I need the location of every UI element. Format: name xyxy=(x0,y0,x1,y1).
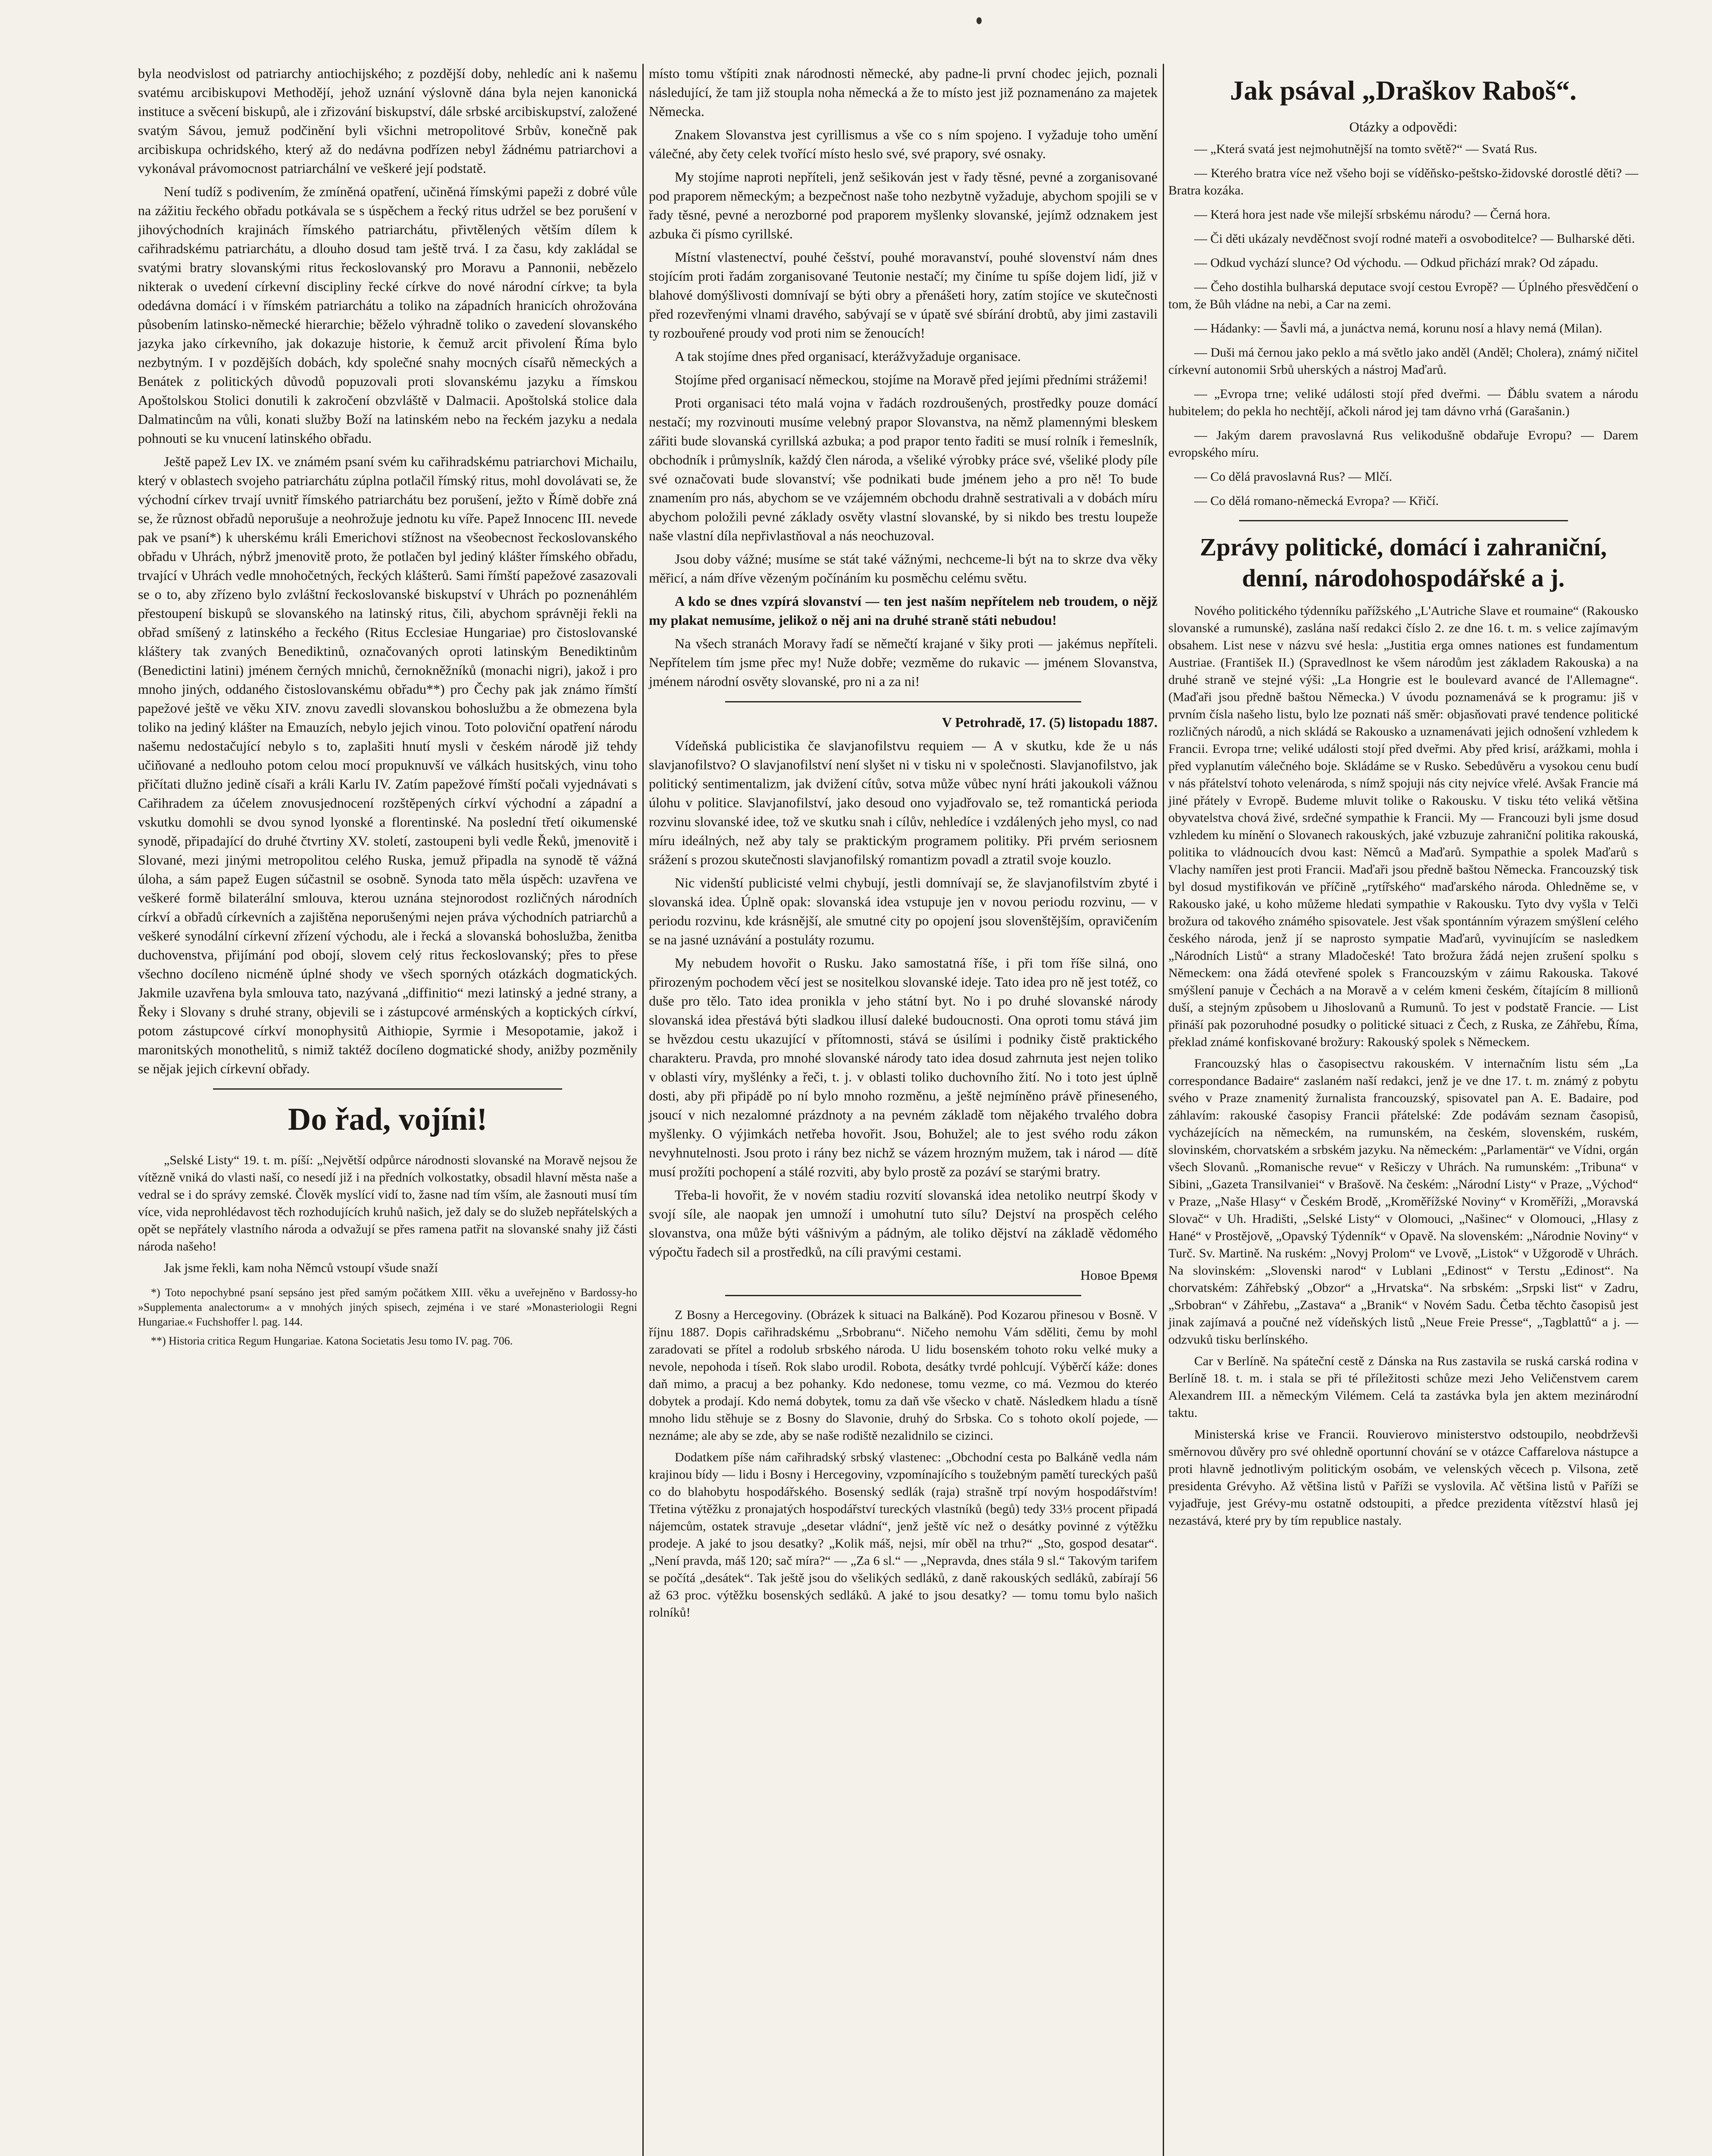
column-right xyxy=(1168,64,1638,2156)
body-paragraph: byla neodvislost od patriarchy antiochijského; z pozdější doby, nehledíc ani k našemu svatému arcibiskupovi Methodějí, jehož uznání výslovně dána byla nejen kanonická instituce a svěcení biskupů, ale i zřizování biskupství, dále srbské arcibiskupství, založené svatým Sávou, jemuž podčinění byli všichni metropolitové Srbův, konečně pak arcibiskupa ochridského, který až do nedávna podřízen nebyl žádnému patriarchovi a vykonával právomocnost patriarchální ve veškeré její podstatě. xyxy=(138,66,637,176)
column-middle xyxy=(649,64,1158,2156)
section-heading: Zprávy politické, domácí i zahraniční, denní, národohospodářské a j. xyxy=(1199,533,1607,592)
body-paragraph: Jsou doby vážné; musíme se stát také vážnými, nechceme-li být na to skrze dva věky měřicí, a nám dříve vězeným počínáním ku posměchu celému světu. xyxy=(649,551,1158,586)
body-paragraph: Jak jsme řekli, kam noha Němců vstoupí všude snaží xyxy=(164,1261,438,1275)
body-paragraph: Místní vlastenectví, pouhé češství, pouhé moravanství, pouhé slovenství nám dnes stojícím proti řadám zorganisované Teutonie nestačí; my činíme tu spíše dojem lidí, již v blahové domýšlivosti domnívají se býti obry a přenášeti hory, zatím stojíce ve skutečnosti před rozevřenými vlnami dravého, sabývají se v úpatě své sbírání drobtů, aby jimi zastavili ty rozbouřené proudy vod proti nim se ženoucích! xyxy=(649,249,1158,341)
subheading: Otázky a odpovědi: xyxy=(1349,119,1458,135)
body-paragraph: Dodatkem píše nám cařihradský srbský vlastenec: „Obchodní cesta po Balkáně vedla nám krajinou bídy — lidu i Bosny i Hercegoviny, vzpomínajícího s toužebným pamětí tureckých pašů co do blahobytu hospodářského. Bosenský sedlák (raja) strašně trpí novým hospodářstvím! Třetina výtěžku z pronajatých hospodářství tureckých vlastníků (begů) tedy 33⅓ procent připadá nájemcům, ostatek stravuje „desetar vládní“, jenž ještě víc než o desátky povinné z výtěžku prodeje. A jaké to jsou desatky? „Kolik máš, nejsi, mír oběl na trhu?“ „Sto, gospod desatar“. „Není pravda, máš 120; sač míra?“ — „Za 6 sl.“ — „Nepravda, dnes stála 9 sl.“ Takovým tarifem se počítá „desátek“. Tak ještě jsou do všelikých sedláků, z daně rakouských sedláků, zabírají 56 až 63 proc. výtěžku bosenských sedláků. A jaké to jsou desatky? — tomu tomu bylo našich rolníků! xyxy=(649,1450,1158,1620)
divider xyxy=(213,1088,563,1090)
body-paragraph: Vídeňská publicistika če slavjanofilstvu requiem — A v skutku, kde že u nás slavjanofilstvo? O slavjanofilství není slyšet ni v tisku ni v společnosti. Slavjanofilstvo, jak politický sentimentalizm, jak dvižení cítův, sotva může vůbec nyní hráti jakoukoli vážnou úlohu v politice. Slavjanofilství, jako desoud ono vyjadřovalo se, tež romantická perioda rozvinu slovanské idee, tož ve skutku snah i cílův, nehledíce i vzdálených jeho mysl, co nad míru ideálných, než aby taly se praktickým programem politiky. Při prvém seriosnem srážení s prozou skutečnosti slavjanofilský romantizm povadl a ztratil svoje kouzlo. xyxy=(649,738,1158,867)
qa-item: — Co dělá pravoslavná Rus? — Mlčí. xyxy=(1194,470,1393,484)
footnotes xyxy=(138,1285,637,1348)
qa-item: — Odkud vychází slunce? Od východu. — Odkud přichází mrak? Od západu. xyxy=(1194,256,1599,270)
dateline: V Petrohradě, 17. (5) listopadu 1887. xyxy=(942,714,1158,730)
qa-item: — „Která svatá jest nejmohutnější na tomto světě?“ — Svatá Rus. xyxy=(1194,142,1537,156)
body-paragraph: místo tomu vštípiti znak národnosti německé, aby padne-li první chodec jejich, poznali následující, že tam již stoupla noha německá a že to místo jest již poznamenáno za majetek Německa. xyxy=(649,66,1158,119)
source-signature: Новое Время xyxy=(1080,1267,1158,1283)
column-left xyxy=(138,64,637,2156)
body-paragraph: Ministerská krise ve Francii. Rouvierovo ministerstvo odstoupilo, neobdrževši směrnovou důvěry pro své ohledně oportunní chování se v otázce Caffarelova nástupce a proti hlavně jednotlivým politickým osobám, ve velenských věcech p. Vilsona, zetě presidenta Grévyho. Až většina listů v Paříži se vyslovila. Ač většina listů v Paříži se vyjadřuje, jest Grévy-mu ostatně odstoupiti, a předce prezidenta vítězství hlasů jej nezastává, které pry by tím republice nastaly. xyxy=(1168,1427,1638,1528)
body-paragraph: Nic videnští publicisté velmi chybují, jestli domnívají se, že slavjanofilstvím zbyté i slovanská idea. Úplně opak: slovanská idea vstupuje jen v novou periodu rozvinu, — v periodu rozvinu, kde krásnější, ale smutné city po opojení jsou slovenštějším, opravičením se na jasné uznávání a postuláty rozumu. xyxy=(649,875,1158,947)
qa-item: — „Evropa trne; veliké události stojí před dveřmi. — Ďáblu svatem a národu hubitelem; do pekla ho nechtějí, ačkoli národ jej tam dávno vrhá (Garašanin.) xyxy=(1168,387,1638,418)
qa-item: — Hádanky: — Šavli má, a junáctva nemá, korunu nosí a hlavy nemá (Milan). xyxy=(1194,321,1602,335)
footnote: **) Historia critica Regum Hungariae. Katona Societatis Jesu tomo IV. pag. 706. xyxy=(151,1335,513,1347)
qa-item: — Čeho dostihla bulharská deputace svojí cestou Evropě? — Úplného přesvědčení o tom, že Bůh vládne na nebi, a Car na zemi. xyxy=(1168,280,1638,311)
article-heading: Do řad, vojíni! xyxy=(288,1102,488,1137)
section-heading: Jak psával „Draškov Raboš“. xyxy=(1230,75,1577,106)
body-paragraph: Francouzský hlas o časopisectvu rakouském. V internačním listu sém „La correspondance Badaire“ zaslaném naší redakci, jenž je ve dne 17. t. m. známý z pobytu svého v Praze znamenitý žurnalista francouzský, spisovatel pan A. E. Badaire, pod záhlavím: rakouské časopisy Francii přátelské: Zde podávám seznam časopisů, vycházejících na německém, na rumunském, na českém, slovenském, ruském, slovinském, chorvatském a srbském jazyku. Na německém: „Parlamentär“ ve Vídni, orgán všech Slovanů. „Romanische revue“ v Rešiczy v Uhrách. Na rumunském: „Tribuna“ v Sibini, „Gazeta Transilvaniei“ v Brašově. Na českém: „Národní Listy“ v Praze, „Východ“ v Praze, „Naše Hlasy“ v Českém Brodě, „Kroměřížské Noviny“ v Kroměříži, „Moravská Slovač“ v Uh. Hradišti, „Selské Listy“ v Olomouci, „Našinec“ v Olomouci, „Hlasy z Hané“ v Prostějově, „Opavský Týdenník“ v Opavě. Na slovenském: „Národnie Noviny“ v Turč. Sv. Martině. Na ruském: „Novyj Prolom“ ve Lvově, „Listok“ v Užgorodě v Uhrách. Na slovinském: „Slovenski narod“ v Lublani „Edinost“ v Terstu „Edinost“. Na chorvatském: Záhřebský „Obzor“ a „Hrvatska“. Na srbském: „Srpski list“ v Zadru, „Srbobran“ v Záhřebu, „Zastava“ a „Branik“ v Novém Sadu. Četba těchto časopisů jest jinak zajímavá a poučné než vídeňských listů „Neue Freie Presse“, „Tagblattů“ a j. — odzvuků tisku berlínského. xyxy=(1168,1056,1638,1347)
divider xyxy=(1239,520,1568,521)
body-paragraph: Proti organisaci této malá vojna v řadách rozdroušených, prostředky pouze domácí nestačí; my rozvinouti musíme velebný prapor Slovanstva, na němž plamennými bleskem zářiti bude slovanská cyrillská azbuka; a pod prapor tento řaditi se musí rolník i řemeslník, obchodník i průmyslník, každý člen národa, a všeliké výrobky práce své, všeliké plody píle své označovati bude slovanství; vše podnikati bude jménem jeho a pro ně! To bude znamením pro nás, abychom se ve vzájemném obchodu drahně sestrativali a v dobách míru abychom položili pevné základy osvěty vlastní slovanské, by si nikdo bes trestu loupeže naše vlastní díla nepřivlastňoval a nás neochuzoval. xyxy=(649,395,1158,543)
body-paragraph: My nebudem hovořit o Rusku. Jako samostatná říše, i při tom říše silná, ono přirozeným pochodem věcí jest se nositelkou slovanské ideje. Tato idea pro ně jest totéž, co duše pro tělo. Tato idea pronikla v jeho státní byt. No i po druhé slovanské národy slovanská idea přestává býti sladkou illusí daleké budoucnosti. Ona oproti tomu stává jim se hvězdou cestu ukazující v přítomnosti, stává se úsilími i podniky čistě praktického charakteru. Pravda, pro mnohé slovanské národy tato idea dosud zahrnuta jest nejen toliko v oblasti víry, myšlénky a řeči, t. j. v oblasti toliko duchovního žití. No i toto jest úplně dosti, aby při připádě po ní bylo mnoho rozměnu, a ještě nejmíněno právě přineseného, jsoucí v nich nezalomné prázdnoty a na pevném základě tom nějakého trvalého dobra myšlenky. O výjimkách netřeba hovořit. Jsou, Bohužel; ale to jest svého rodu zákon nevyhnutelnosti. Jsou proto i rány bez nichž se vázem hrozným mužem, tak i národ — dítě musí prožíti pochopení a stálé rozviti, aby bylo prostě za pozáví se starými bratry. xyxy=(649,955,1158,1179)
body-paragraph: Na všech stranách Moravy řadí se němečtí krajané v šiky proti — jakémus nepříteli. Nepřítelem tím jsme přec my! Nuže dobře; vezměme do rukavic — jménem Slovanstva, jménem národní osvěty slovanské, pro ni a za ni! xyxy=(649,636,1158,689)
body-paragraph: A kdo se dnes vzpírá slovanství — ten jest naším nepřítelem neb troudem, o nějž my plakat nemusíme, jelikož o něj ani na druhé straně státi nebudou! xyxy=(649,593,1158,628)
body-paragraph: Třeba-li hovořit, že v novém stadiu rozvití slovanská idea netoliko neutrpí škody v svojí síle, ale naopak jen umnoží i umohutní tuto sílu? Dejství na prospěch celého slovanstva, ona může býti vášnivým a pádným, ale toliko dějství na základě vědomého výpočtu řadech sil a prostředků, na cíli pravými cestami. xyxy=(649,1187,1158,1260)
qa-item: — Co dělá romano-německá Evropa? — Křičí. xyxy=(1194,494,1439,508)
column-rule xyxy=(1163,64,1164,2156)
body-paragraph: Znakem Slovanstva jest cyrillismus a vše co s ním spojeno. I vyžaduje toho umění válečné, aby čety celek tvořící místo heslo své, své prapory, své osnaky. xyxy=(649,127,1158,161)
qa-item: — Kterého bratra více než všeho boji se víděňsko-peštsko-židovské dorostlé děti? — Bratra kozáka. xyxy=(1168,166,1638,197)
column-rule xyxy=(642,64,644,2156)
qa-list xyxy=(1168,141,1638,510)
qa-item: — Duši má černou jako peklo a má světlo jako anděl (Anděl; Cholera), známý ničitel církevní autonomii Srbů uherských a nástroj Maďarů. xyxy=(1168,345,1638,377)
qa-item: — Jakým darem pravoslavná Rus velikodušně obdařuje Evropu? — Darem evropského míru. xyxy=(1168,428,1638,460)
body-paragraph: „Selské Listy“ 19. t. m. píší: „Největší odpůrce národnosti slovanské na Moravě nejsou že vítězně vniká do vlasti naší, co nesedí již i na předních volkostatky, obsadil hlavní města naše a vedral se i do správy zemské. Člověk myslící vidí to, žasne nad tím vším, ale žasnouti musí tím více, vida neprohlédavost těch rozhodujících kruhů našich, jež daly se do služeb nepřátelských a opět se nepřátely vlastního národa a odvažují se přes ramena patřit na slovanské snahy již části národa našeho! xyxy=(138,1153,637,1253)
body-paragraph: A tak stojíme dnes před organisací, kterážvyžaduje organisace. xyxy=(675,348,1021,364)
body-paragraph: Car v Berlíně. Na spáteční cestě z Dánska na Rus zastavila se ruská carská rodina v Berlíně 18. t. m. i stala se při té příležitosti schůze mezi Jeho Veličenstvem carem Alexandrem III. a německým Vilémem. Celá ta zastávka byla jen aktem mezinárodní taktu. xyxy=(1168,1354,1638,1420)
ink-speck xyxy=(976,17,982,24)
divider xyxy=(725,1295,1081,1296)
qa-item: — Či děti ukázaly nevděčnost svojí rodné mateři a osvoboditelce? — Bulharské děti. xyxy=(1194,232,1635,246)
body-paragraph: My stojíme naproti nepříteli, jenž sešikován jest v řady těsné, pevné a zorganisované pod praporem německým; a bezpečnost naše toho nezbytně vyžaduje, abychom spojili se v řady těsné, pevné a nerozborné pod praporem myšlenky slovanské, jejímž odznakem jest azbuka či písmo cyrillské. xyxy=(649,169,1158,241)
body-paragraph: Ještě papež Lev IX. ve známém psaní svém ku cařihradskému patriarchovi Michailu, který v oblastech svojeho patriarchátu zúplna potlačil římský ritus, mohl dovolávati se, že východní církev trvají uvnitř římského patriarchátu bez porušení, ježto v Římě dobře zná se, že různost obřadů neporušuje a neohrožuje jednotu ku víře. Papež Innocenc III. nevede pak ve psaní*) k uherskému králi Emerichovi stížnost na všeobecnost řeckoslovanského obřadu v Uhrách, nýbrž jmenovitě proto, že potlačen byl jediný klášter římského obřadu, trvající v Uhrách vedle mnohočetných, řeckých klášterů. Sami římští papežové zasazovali se o to, aby zřízeno bylo zvláštní řeckoslovanské biskupství v Uhrách po poznenáhlém přestoupení biskupů se slovanského na latinský ritus, čili, abychom správněji řekli na obřad smíšený z latinského a řeckého (Ritus Ecclesiae Hungariae) pro čistoslovanské kláštery tak zvaných Benediktinů, označovaných oproti latinským Benediktinům (Benedictini latini) jménem černých mnichů, černokněžníků (monachi nigri), jakož i pro mnoho jiných, oddaného čistoslovanskému obřadu**) pro Čechy pak jak známo římští papežové ještě ve věku XIV. znovu zavedli slovanskou bohoslužbu a že obmezena byla toliko na jediný klášter na Emauzích, nebylo jejich vinou. Toto poloviční opatření národu našemu nedostačující nebylo s to, zaplašiti hnutí mysli v českém národě již tehdy učiňované a nedlouho potom celou mocí propuknuvší ve válkách husitských, vinu toho přičítati dlužno jedině císaři a králi Karlu IV. Zatím papežové římští počali vyjednávati s Cařihradem za účelem znovusjednocení rozštěpených církví východní a západní a vskutku domohli se dvou synod lyonské a florentinské. Na poslední třetí oikumenské synodě, připadající do druhé čtvrtiny XV. století, zastoupeni byli vedle Řeků, jmenovitě i Slované, mezi jinými metropolitou celého Ruska, jemuž připadla na synodě tě vážná úloha, a sám papež Eugen súčastnil se osobně. Synoda tato měla úspěch: uzavřena ve veškeré formě bilaterální smlouva, kterou uznána stejnorodost rozličných národních církví a obřadů církevních a zajištěna neporušenými nejen práva východních patriarchů a veškeré synodální církevní zřízení východu, ale i řecká a slovanská bohoslužba, ženitba duchovenstva, přijímání pod obojí, slovem celý ritus řeckoslovanský; přes to přese všechno docíleno nicméně úplné shody ve všech sporných otázkách dogmatických. Jakmile uzavřena byla smlouva tato, nazývaná „diffinitio“ mezi latinský a jedné strany, a Řeky i Slovany s druhé strany, objevili se i zástupcové arménských a koptických církví, potom zástupcové církví monophysitů Aithiopie, Syrmie i Mesopotamie, jakož i maronitských monothelitů, s nimiž taktéž docíleno dogmatické shody, anižby pozměnily se nějak jejich církevní obřady. xyxy=(138,454,637,1076)
body-paragraph: Z Bosny a Hercegoviny. (Obrázek k situaci na Balkáně). Pod Kozarou přinesou v Bosně. V říjnu 1887. Dopis cařihradskému „Srbobranu“. Ničeho nemohu Vám sděliti, čemu by mohl zaradovati se přítel a rodolub srbského národa. U lidu bosenském tohoto roku velké muky a nevole, nepohoda i tíseň. Rok slabo urodil. Robota, desátky tvrdé pohlcují. Výběrčí káže: dones daň mimo, a pracuj a bez pohanky. Kdo nedonese, tomu vezme, co má. Vezmou do kteréo dobytek a prodají. Kdo nemá dobytek, tomu za daň vše všecko v chatě. Následkem hladu a tísně mnoho lidu stěhuje se z Bosny do Slavonie, druhý do Srbska. Co s tohoto okolí pojede, — neznáme; ale aby se zde, aby se naše rodiště nezalidnilo se cizinci. xyxy=(649,1308,1158,1443)
body-paragraph: Stojíme před organisací německou, stojíme na Moravě před jejími předními strážemi! xyxy=(675,372,1148,387)
body-paragraph: Není tudíž s podivením, že zmíněná opatření, učiněná římskými papeži z dobré vůle na zážitiu řeckého obřadu potkávala se s úspěchem a řecký ritus udržel se bez porušení v jihovýchodních krajinách římského patriarchátu, přivtělených větším dílem k cařihradskému patriarchátu, a dlouho dosud tam ještě trvá. I za času, kdy zakládal se svatými bratry slovanskými ritus řeckoslovanský pro Moravu a Pannonii, nebězelo nikterak o uvedení církevní discipliny řecké církve do nové národní církve; ta byla odedávna domácí i v římském patriarchátu a toliko na západních hranicích ohrožována působením latinsko-německé hierarchie; běželo výhradně toliko o zavedení slovanského jazyka jako církevního, jak dokazuje historie, k čemuž arcit přivolení Říma bylo nezbytným. I v pozdějších dobách, kdy společné snahy mocných císařů německých a Benátek z politických důvodů popuzovali proti slovanskému jazyku a římskou Apoštolskou Stolici donutili k zakročení obzvláště v Dalmacii. Apoštolská stolice dala Dalmatincům na vůli, konati služby Boží na latinském nebo na řeckém jazyku a nedala pohnouti se ku vnucení latinského obřadu. xyxy=(138,184,637,446)
qa-item: — Která hora jest nade vše milejší srbskému národu? — Černá hora. xyxy=(1194,207,1551,222)
body-paragraph: Nového politického týdenníku pařížského „L'Autriche Slave et roumaine“ (Rakousko slovanské a rumunské), zaslána naší redakci číslo 2. ze dne 16. t. m. s velice zajímavým obsahem. List nese v názvu své hesla: „Justitia erga omnes nationes est fundamentum Austriae. (František II.) (Spravedlnost ke všem národům jest základem Rakouska) a na druhé straně ve stejné výši: „La Hongrie est le boulevard avancé de l'Allemagne“. (Maďaři jsou předně baštou Německa.) V úvodu poznamenává se k programu: jiš v prvním čísla našeho listu, bylo lze poznati náš směr: objasňovati pravé tendence politické rozličných národů, a nich skládá se Rakousko a uznamenávati jejich odnošení vzhledem k Francii. Evropa trne; veliké události stojí před dveřmi. Aby před krisí, arážkami, mohla i před vyplanutím válečného boje. Skládáme se v Rusko. Sebedůvěru a vysokou cenu budí v nás přátelství tohoto velenároda, s nímž spojuji nás city nejvíce vřelé. Avšak Francie má jiné přátely v Evropě. Budeme mluvit tolike o Rakousku. V tisku této veliká většina obyvatelstva chová živé, srdečné sympathie k Francii. My — Francouzi byli jsme dosud vzhledem ku mínění o Slovanech rakouských, jaké vzbuzuje zahraniční politika rakouská, politika to vládnoucích dvou kast: Němců a Maďarů. Sympathie a spolek Maďarů s Vlachy namířen jest proti Francii. Maďaři jsou předně baštou Německa. Francouzský tisk byl dosud mystifikován ve příčině „rytířského“ maďarského národa. Ohledněme se, v Rakousko jaké, u koho můžeme hledati sympathie v Rakousku. Tyto dvy vyšla v Telči brožura od takového známého spisovatele. Jest však spontánním výrazem smýšlení celého českého národa, jenž jí se naprosto sympatie Maďarů, vyvinujícím se nasledkem „Národních Listů“ a strany Mladočeské! Tato brožura žádá nejen zrušení spolku s Německem: ona žádá otevřené spolek s Francouzským v záimu Rakouska. Takové smýšlení panuje v Čechách a na Moravě a v celém kmeni českém, čítajícím 8 millionů duší, a stejným způsobem u Jihoslovanů a Rumunů. To jest v podstatě Francie. — List přináší pak pozoruhodné posudky o politické situaci z Čech, z Ruska, ze Záhřebu, Říma, překlad známé konfiskované brožury: Rakouský spolek s Německem. xyxy=(1168,604,1638,1049)
divider xyxy=(725,701,1081,702)
footnote: *) Toto nepochybné psaní sepsáno jest před samým počátkem XIII. věku a uveřejněno v Bardossy-ho »Supplementa analectorum« a v mnohých jiných spisech, zejména i ve staré »Monasteriologii Regni Hungariae.« Fuchshoffer l. pag. 144. xyxy=(138,1286,637,1328)
